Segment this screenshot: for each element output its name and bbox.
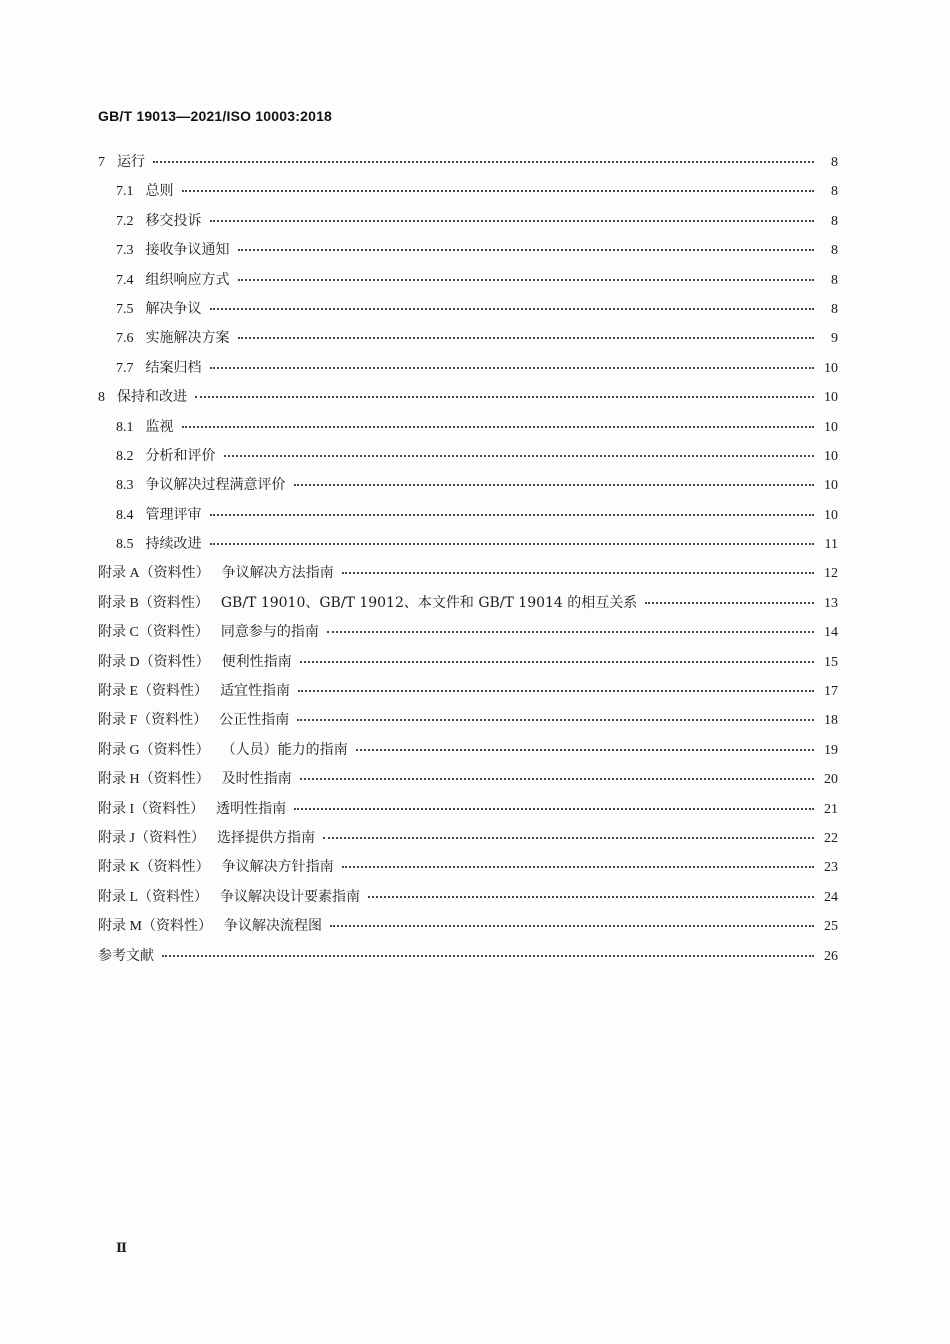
toc-entry-title: 参考文献 (98, 947, 154, 964)
toc-entry-page: 14 (824, 625, 838, 641)
toc-entry-title: 争议解决流程图 (223, 918, 322, 935)
toc-entry-number: 8 (98, 390, 105, 406)
toc-entry-number: 附录 H（资料性） (98, 772, 210, 788)
dot-leader (182, 412, 815, 428)
toc-entry[interactable] (98, 767, 838, 796)
dot-leader (300, 647, 814, 663)
toc-entry[interactable] (98, 826, 838, 855)
toc-entry-number: 7.2 (116, 213, 134, 229)
toc-entry-title: 及时性指南 (221, 771, 292, 788)
toc-entry-title: 管理评审 (145, 506, 202, 523)
toc-entry-page: 10 (824, 478, 838, 494)
page-number: Ⅱ (116, 1240, 127, 1255)
toc-entry-page: 13 (824, 595, 838, 611)
toc-entry[interactable] (98, 503, 838, 532)
dot-leader (327, 617, 814, 633)
toc-entry-title: （人员）能力的指南 (221, 741, 348, 758)
toc-entry-page: 8 (831, 301, 838, 317)
toc-entry-title: 争议解决过程满意评价 (145, 477, 286, 494)
dot-leader (210, 294, 815, 310)
dot-leader (162, 941, 814, 957)
dot-leader (210, 353, 815, 369)
toc-entry-title: 移交投诉 (145, 212, 202, 229)
toc-entry-page: 19 (824, 742, 838, 758)
toc-entry-number: 7.3 (116, 243, 134, 259)
dot-leader (368, 882, 814, 898)
dot-leader (238, 235, 815, 251)
toc-entry-page: 10 (824, 390, 838, 406)
toc-entry[interactable] (98, 591, 838, 620)
table-of-contents (98, 150, 838, 973)
toc-entry-number: 附录 C（资料性） (98, 625, 209, 641)
toc-entry[interactable] (98, 209, 838, 238)
toc-entry-title: 选择提供方指南 (216, 829, 315, 846)
toc-entry-page: 10 (824, 448, 838, 464)
toc-entry[interactable] (98, 561, 838, 590)
toc-entry-page: 12 (824, 566, 838, 582)
toc-entry-number: 附录 M（资料性） (98, 919, 212, 935)
toc-entry-page: 10 (824, 360, 838, 376)
toc-entry[interactable] (98, 914, 838, 943)
toc-entry-page: 15 (824, 654, 838, 670)
toc-entry-page: 8 (831, 155, 838, 170)
toc-entry-page: 8 (831, 213, 838, 229)
toc-entry[interactable] (98, 415, 838, 444)
toc-entry[interactable] (98, 679, 838, 708)
dot-leader (645, 588, 814, 604)
toc-entry-page: 11 (824, 537, 838, 553)
toc-entry[interactable] (98, 150, 838, 179)
toc-entry-page: 18 (824, 713, 838, 729)
toc-entry-number: 7.6 (116, 331, 134, 347)
dot-leader (210, 500, 815, 516)
toc-entry-title: 保持和改进 (117, 389, 187, 406)
toc-entry[interactable] (98, 444, 838, 473)
dot-leader (297, 705, 814, 721)
toc-entry-number: 8.2 (116, 448, 134, 464)
toc-entry[interactable] (98, 620, 838, 649)
toc-entry-page: 25 (824, 919, 838, 935)
toc-entry[interactable] (98, 738, 838, 767)
dot-leader (300, 764, 814, 780)
toc-entry-title: 透明性指南 (216, 800, 287, 817)
toc-entry[interactable] (98, 473, 838, 502)
toc-entry-number: 附录 B（资料性） (98, 595, 209, 611)
toc-entry-page: 8 (831, 243, 838, 259)
toc-entry-number: 7.4 (116, 272, 134, 288)
dot-leader (356, 735, 814, 751)
toc-entry[interactable] (98, 650, 838, 679)
toc-entry-title: 总则 (145, 183, 174, 200)
toc-entry-number: 附录 E（资料性） (98, 684, 209, 700)
toc-entry[interactable] (98, 179, 838, 208)
dot-leader (294, 794, 814, 810)
dot-leader (342, 852, 814, 868)
toc-entry-title: 组织响应方式 (145, 271, 230, 288)
toc-entry-number: 8.5 (116, 537, 134, 553)
toc-entry-title: 分析和评价 (145, 447, 216, 464)
toc-entry-number: 7 (98, 155, 105, 170)
toc-entry[interactable] (98, 944, 838, 973)
toc-entry[interactable] (98, 797, 838, 826)
toc-entry-page: 21 (824, 801, 838, 817)
toc-entry-page: 8 (831, 272, 838, 288)
toc-entry-title: 监视 (145, 418, 174, 435)
toc-entry[interactable] (98, 238, 838, 267)
toc-entry-page: 22 (824, 830, 838, 846)
dot-leader (323, 823, 814, 839)
toc-entry-number: 附录 F（资料性） (98, 713, 208, 729)
toc-entry-number: 8.4 (116, 507, 134, 523)
dot-leader (153, 147, 814, 163)
toc-entry-number: 附录 G（资料性） (98, 742, 210, 758)
toc-entry-title: 结案归档 (145, 359, 202, 376)
toc-entry[interactable] (98, 855, 838, 884)
toc-entry-number: 附录 A（资料性） (98, 566, 210, 582)
toc-entry-title: 实施解决方案 (145, 330, 230, 347)
toc-entry-number: 附录 L（资料性） (98, 889, 209, 905)
dot-leader (182, 176, 815, 192)
dot-leader (294, 470, 815, 486)
toc-entry[interactable] (98, 297, 838, 326)
toc-entry[interactable] (98, 885, 838, 914)
toc-entry-title: 公正性指南 (219, 712, 290, 729)
toc-entry-page: 10 (824, 419, 838, 435)
toc-entry-number: 附录 I（资料性） (98, 801, 205, 817)
toc-entry-number: 7.1 (116, 184, 134, 200)
toc-entry-title: 便利性指南 (221, 653, 292, 670)
toc-entry-page: 9 (831, 331, 838, 347)
dot-leader (224, 441, 815, 457)
toc-entry-number: 附录 K（资料性） (98, 860, 210, 876)
toc-entry-title: 争议解决方法指南 (221, 565, 334, 582)
toc-entry-number: 7.5 (116, 301, 134, 317)
toc-entry-page: 26 (824, 948, 838, 964)
toc-entry-page: 17 (824, 684, 838, 700)
toc-entry-page: 10 (824, 507, 838, 523)
toc-entry-number: 8.1 (116, 419, 134, 435)
toc-entry[interactable] (98, 532, 838, 561)
standard-code-header: GB/T 19013—2021/ISO 10003:2018 (98, 108, 333, 124)
toc-entry[interactable] (98, 708, 838, 737)
toc-entry-title: 运行 (117, 154, 145, 170)
toc-entry-number: 附录 D（资料性） (98, 654, 210, 670)
dot-leader (298, 676, 814, 692)
toc-entry-title: 争议解决设计要素指南 (220, 888, 361, 905)
toc-entry-title: GB/T 19010、GB/T 19012、本文件和 GB/T 19014 的相互关系 (220, 594, 638, 611)
toc-entry-title: 接收争议通知 (145, 242, 230, 259)
toc-entry[interactable] (98, 356, 838, 385)
toc-entry[interactable] (98, 385, 838, 414)
toc-entry-number: 8.3 (116, 478, 134, 494)
dot-leader (195, 382, 814, 398)
dot-leader (210, 206, 815, 222)
toc-entry-title: 适宜性指南 (220, 683, 291, 700)
toc-entry-page: 23 (824, 860, 838, 876)
toc-entry-page: 20 (824, 772, 838, 788)
toc-entry-title: 同意参与的指南 (220, 624, 319, 641)
toc-entry-title: 持续改进 (145, 536, 202, 553)
dot-leader (330, 911, 814, 927)
toc-entry[interactable] (98, 326, 838, 355)
toc-entry-title: 解决争议 (145, 300, 202, 317)
dot-leader (342, 558, 814, 574)
toc-entry-number: 附录 J（资料性） (98, 830, 205, 846)
toc-entry[interactable] (98, 268, 838, 297)
toc-entry-page: 8 (831, 184, 838, 200)
dot-leader (238, 265, 815, 281)
toc-entry-title: 争议解决方针指南 (221, 859, 334, 876)
dot-leader (210, 529, 815, 545)
toc-entry-number: 7.7 (116, 360, 134, 376)
dot-leader (238, 323, 815, 339)
toc-entry-page: 24 (824, 889, 838, 905)
